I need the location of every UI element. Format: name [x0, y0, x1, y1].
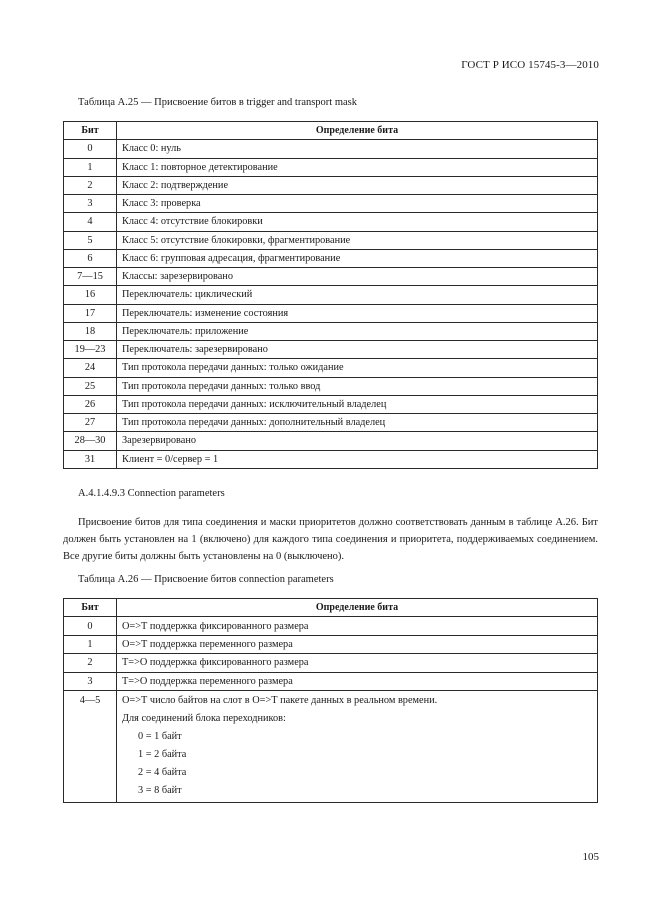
- cell-definition: Класс 2: подтверждение: [117, 176, 598, 194]
- cell-definition: Т=>О поддержка переменного размера: [117, 672, 598, 690]
- table-row: [64, 195, 598, 213]
- section-heading: А.4.1.4.9.3 Connection parameters: [78, 488, 225, 499]
- paragraph-text: Присвоение битов для типа соединения и маски приоритетов должно соответствовать данным в таблице А.26. Бит должен быть установлен на 1 (включено) для каждого типа соединения и приоритета, поддерживаемых соединением. Все другие биты должны быть установлены на 0 (выключено).: [63, 517, 598, 562]
- cell-definition: Классы: зарезервировано: [117, 268, 598, 286]
- cell-definition: О=>Т поддержка фиксированного размера: [117, 617, 598, 635]
- value-line: 1 = 2 байта: [138, 748, 187, 760]
- table-a26: [63, 598, 598, 803]
- column-header-definition: Определение бита: [117, 599, 598, 617]
- table-row: [64, 341, 598, 359]
- table-a26-caption: Таблица А.26 — Присвоение битов connection parameters: [78, 574, 334, 585]
- table-a25-body: [64, 140, 598, 469]
- cell-bit: 1: [64, 158, 117, 176]
- table-row: [64, 359, 598, 377]
- table-header-row: [64, 122, 598, 140]
- cell-definition: Переключатель: изменение состояния: [117, 304, 598, 322]
- cell-definition: Переключатель: зарезервировано: [117, 341, 598, 359]
- cell-definition: Тип протокола передачи данных: дополнительный владелец: [117, 414, 598, 432]
- definition-line: О=>Т число байтов на слот в О=>Т пакете данных в реальном времени.: [122, 694, 438, 706]
- cell-bit: 19—23: [64, 341, 117, 359]
- cell-bit: 26: [64, 395, 117, 413]
- column-header-definition: Определение бита: [117, 122, 598, 140]
- table-row: [64, 322, 598, 340]
- cell-definition: Тип протокола передачи данных: только ввод: [117, 377, 598, 395]
- cell-definition: Тип протокола передачи данных: только ожидание: [117, 359, 598, 377]
- cell-bit: 31: [64, 450, 117, 468]
- column-header-bit: Бит: [64, 122, 117, 140]
- table-row: [64, 304, 598, 322]
- cell-bit: 3: [64, 672, 117, 690]
- table-header-row: [64, 599, 598, 617]
- cell-bit: 6: [64, 249, 117, 267]
- body-paragraph: [63, 514, 598, 565]
- table-row: [64, 672, 598, 690]
- cell-bit: 2: [64, 654, 117, 672]
- column-header-bit: Бит: [64, 599, 117, 617]
- value-line: 2 = 4 байта: [138, 766, 187, 778]
- document-id: ГОСТ Р ИСО 15745-3—2010: [461, 59, 599, 71]
- cell-bit: 25: [64, 377, 117, 395]
- cell-definition: Класс 4: отсутствие блокировки: [117, 213, 598, 231]
- cell-bit: 27: [64, 414, 117, 432]
- table-row: [64, 395, 598, 413]
- cell-bit: 0: [64, 617, 117, 635]
- page-number: 105: [582, 851, 599, 863]
- table-row: [64, 140, 598, 158]
- table-row: [64, 268, 598, 286]
- table-row: [64, 158, 598, 176]
- table-row: [64, 450, 598, 468]
- cell-definition: Клиент = 0/сервер = 1: [117, 450, 598, 468]
- table-row: [64, 213, 598, 231]
- cell-bit: 0: [64, 140, 117, 158]
- cell-definition: Переключатель: циклический: [117, 286, 598, 304]
- cell-definition: Т=>О поддержка фиксированного размера: [117, 654, 598, 672]
- cell-bit: 4—5: [64, 690, 117, 802]
- cell-bit: 4: [64, 213, 117, 231]
- table-row: [64, 231, 598, 249]
- cell-definition: Класс 6: групповая адресация, фрагментирование: [117, 249, 598, 267]
- cell-bit: 7—15: [64, 268, 117, 286]
- cell-definition: [117, 690, 598, 802]
- cell-bit: 16: [64, 286, 117, 304]
- table-row: [64, 377, 598, 395]
- table-a25: [63, 121, 598, 469]
- cell-definition: Класс 5: отсутствие блокировки, фрагментирование: [117, 231, 598, 249]
- table-row: [64, 414, 598, 432]
- cell-definition: Зарезервировано: [117, 432, 598, 450]
- value-line: 3 = 8 байт: [138, 784, 182, 796]
- table-a26-body: [64, 617, 598, 691]
- cell-bit: 5: [64, 231, 117, 249]
- table-row: [64, 432, 598, 450]
- table-row: [64, 286, 598, 304]
- definition-line: Для соединений блока переходников:: [122, 712, 286, 724]
- cell-definition: Класс 1: повторное детектирование: [117, 158, 598, 176]
- cell-bit: 1: [64, 635, 117, 653]
- table-row: [64, 635, 598, 653]
- cell-definition: Переключатель: приложение: [117, 322, 598, 340]
- value-line: 0 = 1 байт: [138, 730, 182, 742]
- cell-definition: Тип протокола передачи данных: исключительный владелец: [117, 395, 598, 413]
- cell-bit: 17: [64, 304, 117, 322]
- cell-bit: 2: [64, 176, 117, 194]
- cell-bit: 24: [64, 359, 117, 377]
- cell-definition: О=>Т поддержка переменного размера: [117, 635, 598, 653]
- cell-definition: Класс 3: проверка: [117, 195, 598, 213]
- cell-bit: 28—30: [64, 432, 117, 450]
- table-row: [64, 617, 598, 635]
- cell-bit: 18: [64, 322, 117, 340]
- cell-bit: 3: [64, 195, 117, 213]
- table-row-multiline: [64, 690, 598, 802]
- table-row: [64, 249, 598, 267]
- cell-definition: Класс 0: нуль: [117, 140, 598, 158]
- table-row: [64, 654, 598, 672]
- table-a25-caption: Таблица А.25 — Присвоение битов в trigger and transport mask: [78, 97, 358, 108]
- table-row: [64, 176, 598, 194]
